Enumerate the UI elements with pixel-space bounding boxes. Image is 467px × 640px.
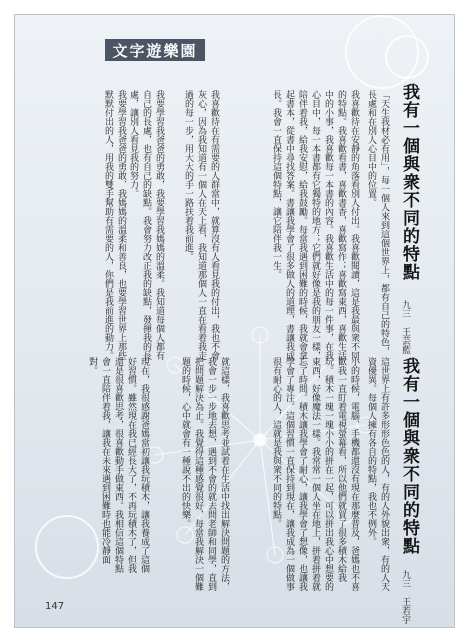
article2-paragraph: 就這樣，我喜歡思考並試着在生活中找出解決問題的方法，我會一步一步地去想，遇到不會的就去問老師和同學，直到把問題解決為止。我覺得這種感覺很好，每當我解決一個難題的時候，心中就會有一種說不出的快樂。 [180,357,229,591]
article2-title: 我有一個與衆不同的特點 [399,357,419,555]
article2-author: 九三 王若宇 [400,570,410,624]
article1-paragraph: 「天生我材必有用」，每一個人來到這個世界上，都有自己的特色，長處和在別人心目中的位置。 [366,90,389,356]
article2-paragraph: 小的時候，電腦、手機都還沒有現在那麼普及，爸媽也不喜歡我一直盯着電視螢幕看，所以他們就買了很多積木給我玩。積木一塊一塊小小的拼在一起，可以拼出我心中想要的東西，好像魔法一樣。我常常一個人坐在地上，拼着拼着就忘了時間。積木讓我學會了耐心，讓我學會了想像，也讓我學會了專注。這個習慣一直保持到現在，讓我成為一個做事很有耐心的人，這就是我與衆不同的特點。 [271,357,359,591]
article1-author: 九三 王芸藍 [400,300,410,354]
page-background [14,14,455,628]
article1-title: 我有一個與衆不同的特點 [399,83,419,281]
article1-paragraph: 我喜歡待在安靜的角落看別人付出。我喜歡閱讀，這是我最與衆不同的特點。我喜歡看書，喜歡書香，喜歡寫作；喜歡寫東西，喜歡生活中的小事，我喜歡每一本書的內容。我喜歡生活中的每一件事，在我心目中，每一本書都有它獨特的地方；它們就好像是我的朋友一樣，陪伴着我，給我安慰，給我鼓勵。每當我遇到困難的時候，我就會拿起書本，從書中尋找答案。書讓我學會了很多做人的道理，書讓我成長。我會一直保持這個特點，讓它陪伴我一生。 [271,90,359,360]
page-number: 147 [45,601,65,612]
article1-paragraph: 我喜歡待在有需要的人群當中，就算沒有人看見我的付出，我也不會灰心，因為我知道有一個人在天上看，我知道那個人一直在看着我走過的每一步，用大大的手一路扶着我前進。 [183,90,219,360]
decorative-ring [385,35,429,79]
article1-paragraph: 我要學習我爸爸的勇敢、我媽媽的溫柔和善良，也要學習世界上那些默默付出的人，用我的雙手幫助有需要的人，你們是我前進的動力。 [103,90,126,360]
section-title: 文字遊樂園 [105,39,205,61]
article2-paragraph: 這世界上有許多形形色色的人，有的人外貌出衆，有的人天資優異。每個人擁有各自的特點，我也不例外。 [366,357,389,591]
article2-paragraph: 現在，我很感謝爸媽當初讓我玩積木，讓我養成了這個好習慣。雖然現在我已經長大了，不再玩積木了，但我還是很喜歡思考，很喜歡動手做東西。我相信這個特點會一直陪伴着我，讓我在未來遇到困難時也能冷靜面對。 [87,357,149,573]
article1-paragraph: 我要學習我爸爸的勇敢，我要學習我媽媽的溫柔。我知道每個人都有自己的長處，也有自己的缺點。我會努力改正我的缺點，發揮我的長處，讓別人看見我的努力。 [128,90,164,360]
decorative-ring [35,515,99,579]
